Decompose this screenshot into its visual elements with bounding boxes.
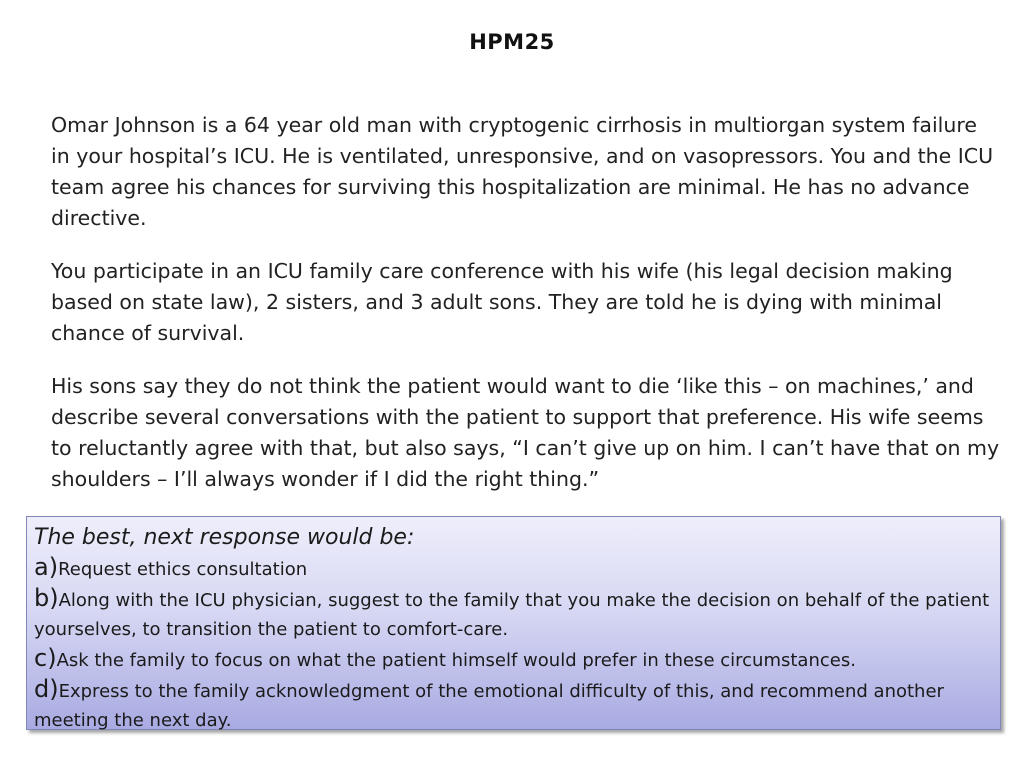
- case-paragraph-2: You participate in an ICU family care conference with his wife (his legal decision making based on state law), 2 sisters, and 3 adult sons. They are told he is dying with minimal chance of survival.: [51, 259, 953, 345]
- option-letter-c: c): [34, 644, 57, 672]
- option-text-c: Ask the family to focus on what the patient himself would prefer in these circumstances.: [56, 650, 856, 671]
- answer-option-b: [34, 584, 993, 644]
- question-box: [26, 516, 1001, 730]
- option-letter-a: a): [34, 553, 59, 581]
- option-text-a: Request ethics consultation: [58, 559, 308, 580]
- slide-title: HPM25: [469, 30, 555, 54]
- option-text-d: Express to the family acknowledgment of the emotional difficulty of this, and recommend another meeting the next day.: [34, 681, 944, 731]
- case-description: [51, 110, 1001, 517]
- case-paragraph-1: Omar Johnson is a 64 year old man with cryptogenic cirrhosis in multiorgan system failure in your hospital’s ICU. He is ventilated, unresponsive, and on vasopressors. You and the ICU team agree his chances for surviving this hospitalization are minimal. He has no advance directive.: [51, 113, 994, 230]
- option-letter-b: b): [34, 584, 59, 612]
- answer-option-a: [34, 553, 993, 584]
- case-paragraph-3: His sons say they do not think the patient would want to die ‘like this – on machines,’ and describe several conversations with the patient to support that preference. His wife seems to reluctantly agree with that, but also says, “I can’t give up on him. I can’t have that on my shoulders – I’ll always wonder if I did the right thing.”: [51, 374, 1000, 491]
- answer-option-d: [34, 675, 993, 735]
- question-stem: The best, next response would be:: [34, 525, 415, 550]
- option-text-b: Along with the ICU physician, suggest to the family that you make the decision on behalf of the patient yourselves, to transition the patient to comfort-care.: [34, 590, 990, 640]
- answer-option-c: [34, 644, 993, 675]
- option-letter-d: d): [34, 675, 59, 703]
